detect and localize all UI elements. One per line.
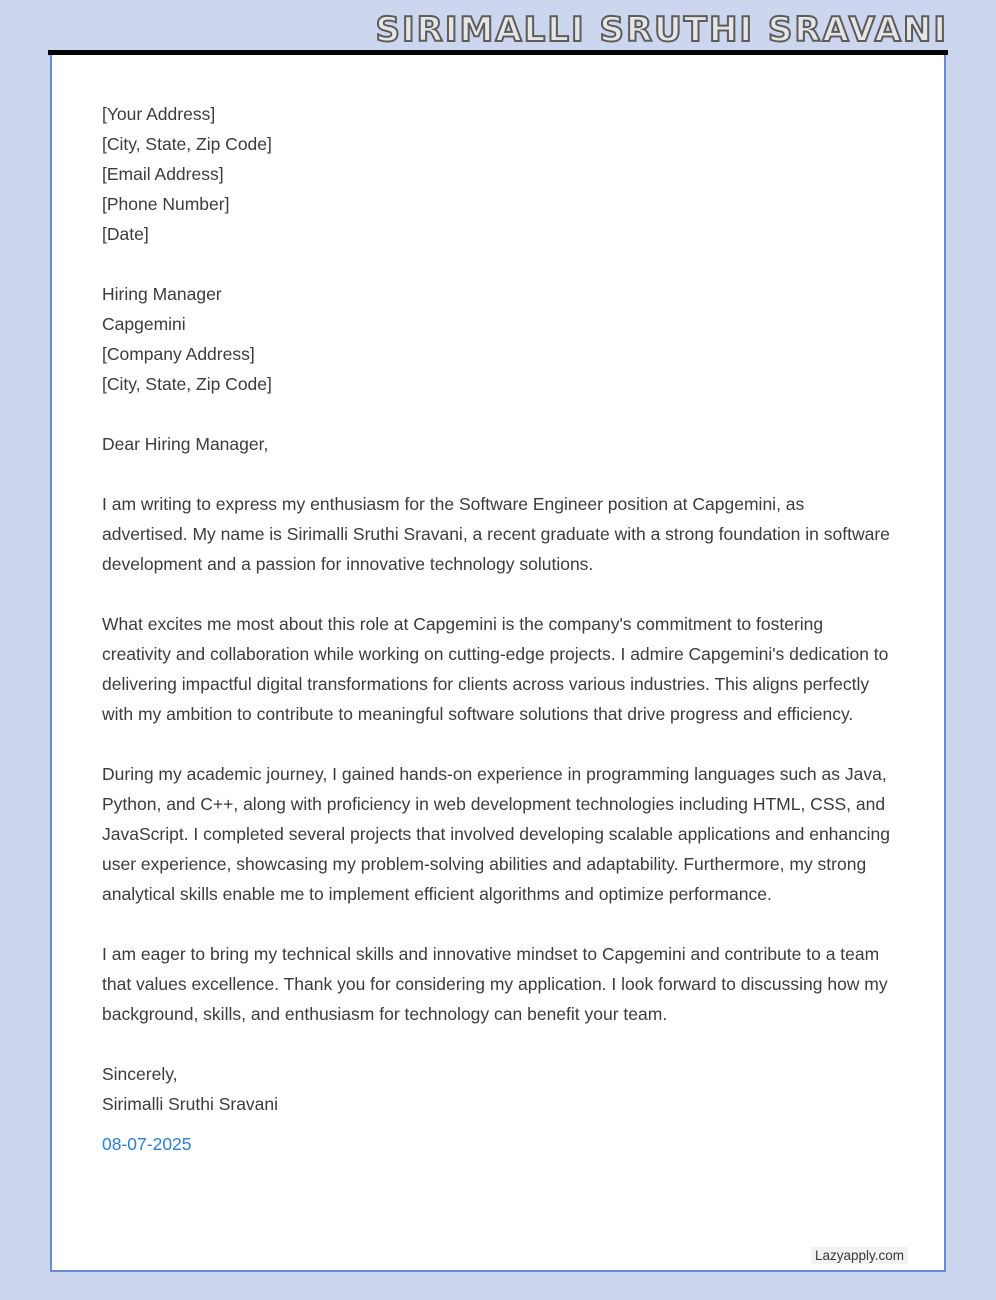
recipient-line: [Company Address] [102,344,255,364]
sender-address-line: [City, State, Zip Code] [102,134,272,154]
letter-document [50,55,946,1272]
salutation: Dear Hiring Manager, [102,434,269,454]
body-paragraph: During my academic journey, I gained hands-on experience in programming languages such as Java, Python, and C++, along with proficiency in web development technologies including HTML, CSS, and JavaScript. I completed several projects that involved developing scalable applications and enhancing user experience, showcasing my problem-solving abilities and adaptability. Furthermore, my strong analytical skills enable me to implement efficient algorithms and optimize performance. [102,764,890,904]
sender-address-line: [Email Address] [102,164,224,184]
body-paragraph: I am eager to bring my technical skills and innovative mindset to Capgemini and contribute to a team that values excellence. Thank you for considering my application. I look forward to discussing how my background, skills, and enthusiasm for technology can benefit your team. [102,944,888,1024]
recipient-line: [City, State, Zip Code] [102,374,272,394]
signature-block [102,1059,894,1159]
sender-address-line: [Phone Number] [102,194,230,214]
salutation-block [102,429,894,459]
letter-date: 08-07-2025 [102,1134,192,1154]
body-paragraph: What excites me most about this role at Capgemini is the company's commitment to fostering creativity and collaboration while working on cutting-edge projects. I admire Capgemini's dedication to delivering impactful digital transformations for clients across various industries. This aligns perfectly with my ambition to contribute to meaningful software solutions that drive progress and efficiency. [102,614,889,724]
letterhead-name: SIRIMALLI SRUTHI SRAVANI [375,10,948,50]
sender-address-block [102,99,894,249]
letterhead [376,10,948,50]
watermark: Lazyapply.com [811,1247,908,1264]
body-paragraph: I am writing to express my enthusiasm for the Software Engineer position at Capgemini, as advertised. My name is Sirimalli Sruthi Sravani, a recent graduate with a strong foundation in software development and a passion for innovative technology solutions. [102,494,890,574]
recipient-line: Hiring Manager [102,284,222,304]
sender-address-line: [Date] [102,224,149,244]
closing: Sincerely, [102,1064,178,1084]
recipient-line: Capgemini [102,314,186,334]
sender-address-line: [Your Address] [102,104,216,124]
signature-name: Sirimalli Sruthi Sravani [102,1094,279,1114]
recipient-address-block [102,279,894,399]
